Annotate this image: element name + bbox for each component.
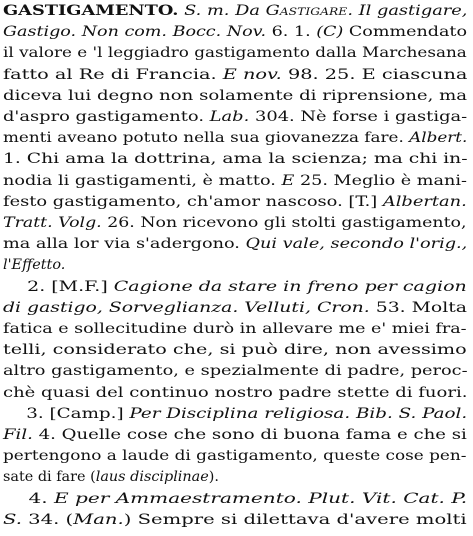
entry-line [3,85,467,107]
line-text: E nov. [222,66,282,83]
line-text: ). [208,469,219,486]
line-text: diceva lui degno non solamente di riprensione, ma [3,87,468,104]
entry-line [3,339,467,361]
line-text: Albert. [409,130,468,147]
line-text: d'aspro gastigamento. [3,109,210,125]
line-text: 4. [3,490,55,507]
line-text: Fil. [3,427,33,443]
line-text: di gastigo, Sorveglianza. Velluti, Cron. [3,299,370,316]
line-text: Man. [73,511,124,528]
line-text: Commendato [343,24,468,41]
entry-line [3,191,467,213]
entry-line [3,276,467,298]
line-text: menti aveano potuto nella sua giovanezza fare. [3,130,410,147]
entry-line [3,148,468,170]
line-text: nodia li gastigamenti, è matto. [3,172,282,189]
line-text: 3. [Camp.] [3,405,130,422]
entry-line [3,509,467,531]
line-text: S. [3,511,22,528]
entry-line [3,21,467,43]
line-text: 4. Quelle cose che sono di buona fama e che si [32,427,467,443]
entry-line [3,233,467,255]
entry-line [3,297,467,319]
line-text: sate di fare ( [3,469,96,486]
line-text: . Il gastigare, [347,3,468,19]
line-text: Gastigare [265,3,348,19]
line-text: (C) [316,24,344,41]
entry-line [3,106,467,128]
entry-line [3,0,467,22]
entry-line [3,424,467,446]
line-text: fatto al Re di Francia. [3,66,223,83]
entry-line [3,42,467,64]
line-text: Qui vale, secondo l'orig., [245,236,468,253]
entry-line [3,64,467,86]
line-text: S. m. Da [178,3,266,19]
line-text: altro gastigamento, e spezialmente di padre, peroc- [3,363,468,380]
entry-line [3,445,466,467]
line-text: laus disciplinae [95,469,209,486]
entry-line [3,360,468,382]
line-text: E per Ammaestramento. Plut. Vit. Cat. P. [54,490,468,507]
entry-line [3,254,65,276]
line-text: 25. Meglio è mani- [294,172,467,189]
line-text: 34. ( [21,511,74,528]
line-text: Cagione da stare in freno per cagion [113,278,467,295]
line-text: festo gastigamento, ch'amor nascoso. [T.] [3,193,383,210]
line-text: 53. Molta [369,299,467,316]
line-text: 1. Chi ama la dottrina, ama la scienza; ma chi in- [3,151,468,168]
line-text: ma alla lor via s'adergono. [3,236,246,253]
line-text: l'Effetto. [3,257,66,274]
line-text: ) Sempre si dilettava d'avere molti [123,511,467,528]
entry-line [3,318,467,340]
line-text: Tratt. Volg. [3,215,102,231]
line-text: E [281,172,295,189]
line-text: 98. 25. E ciascuna [281,66,468,83]
line-text: 6. 1. [266,24,317,41]
line-text: 304. Nè forse i gastiga- [249,109,468,125]
line-text: 2. [M.F.] [3,278,114,295]
line-text: Gastigo. Non com. Bocc. Nov. [3,24,267,41]
line-text: chè quasi del continuo nostro padre stette di fuori. [3,384,468,401]
line-text: Lab. [209,109,250,125]
entry-line [3,127,467,149]
entry-line [3,403,467,425]
line-text: il valore e 'l leggiadro gastigamento dalla Marchesana [3,45,467,62]
line-text: 26. Non ricevono gli stolti gastigamento, [101,215,467,231]
entry-line [3,212,467,234]
entry-line [3,466,219,488]
line-text: Per Disciplina religiosa. Bib. S. Paol. [129,405,468,422]
line-text: pertengono a laude di gastigamento, queste cose pen- [3,448,467,465]
entry-line [3,488,467,510]
line-text: fatica e sollecitudine durò in allevare me e' miei fra- [3,321,467,337]
line-text: telli, considerato che, si può dire, non avessimo [3,342,467,359]
entry-line [3,170,467,192]
line-text: Albertan. [382,193,467,210]
line-text: GASTIGAMENTO. [3,2,179,19]
entry-line [3,382,467,404]
